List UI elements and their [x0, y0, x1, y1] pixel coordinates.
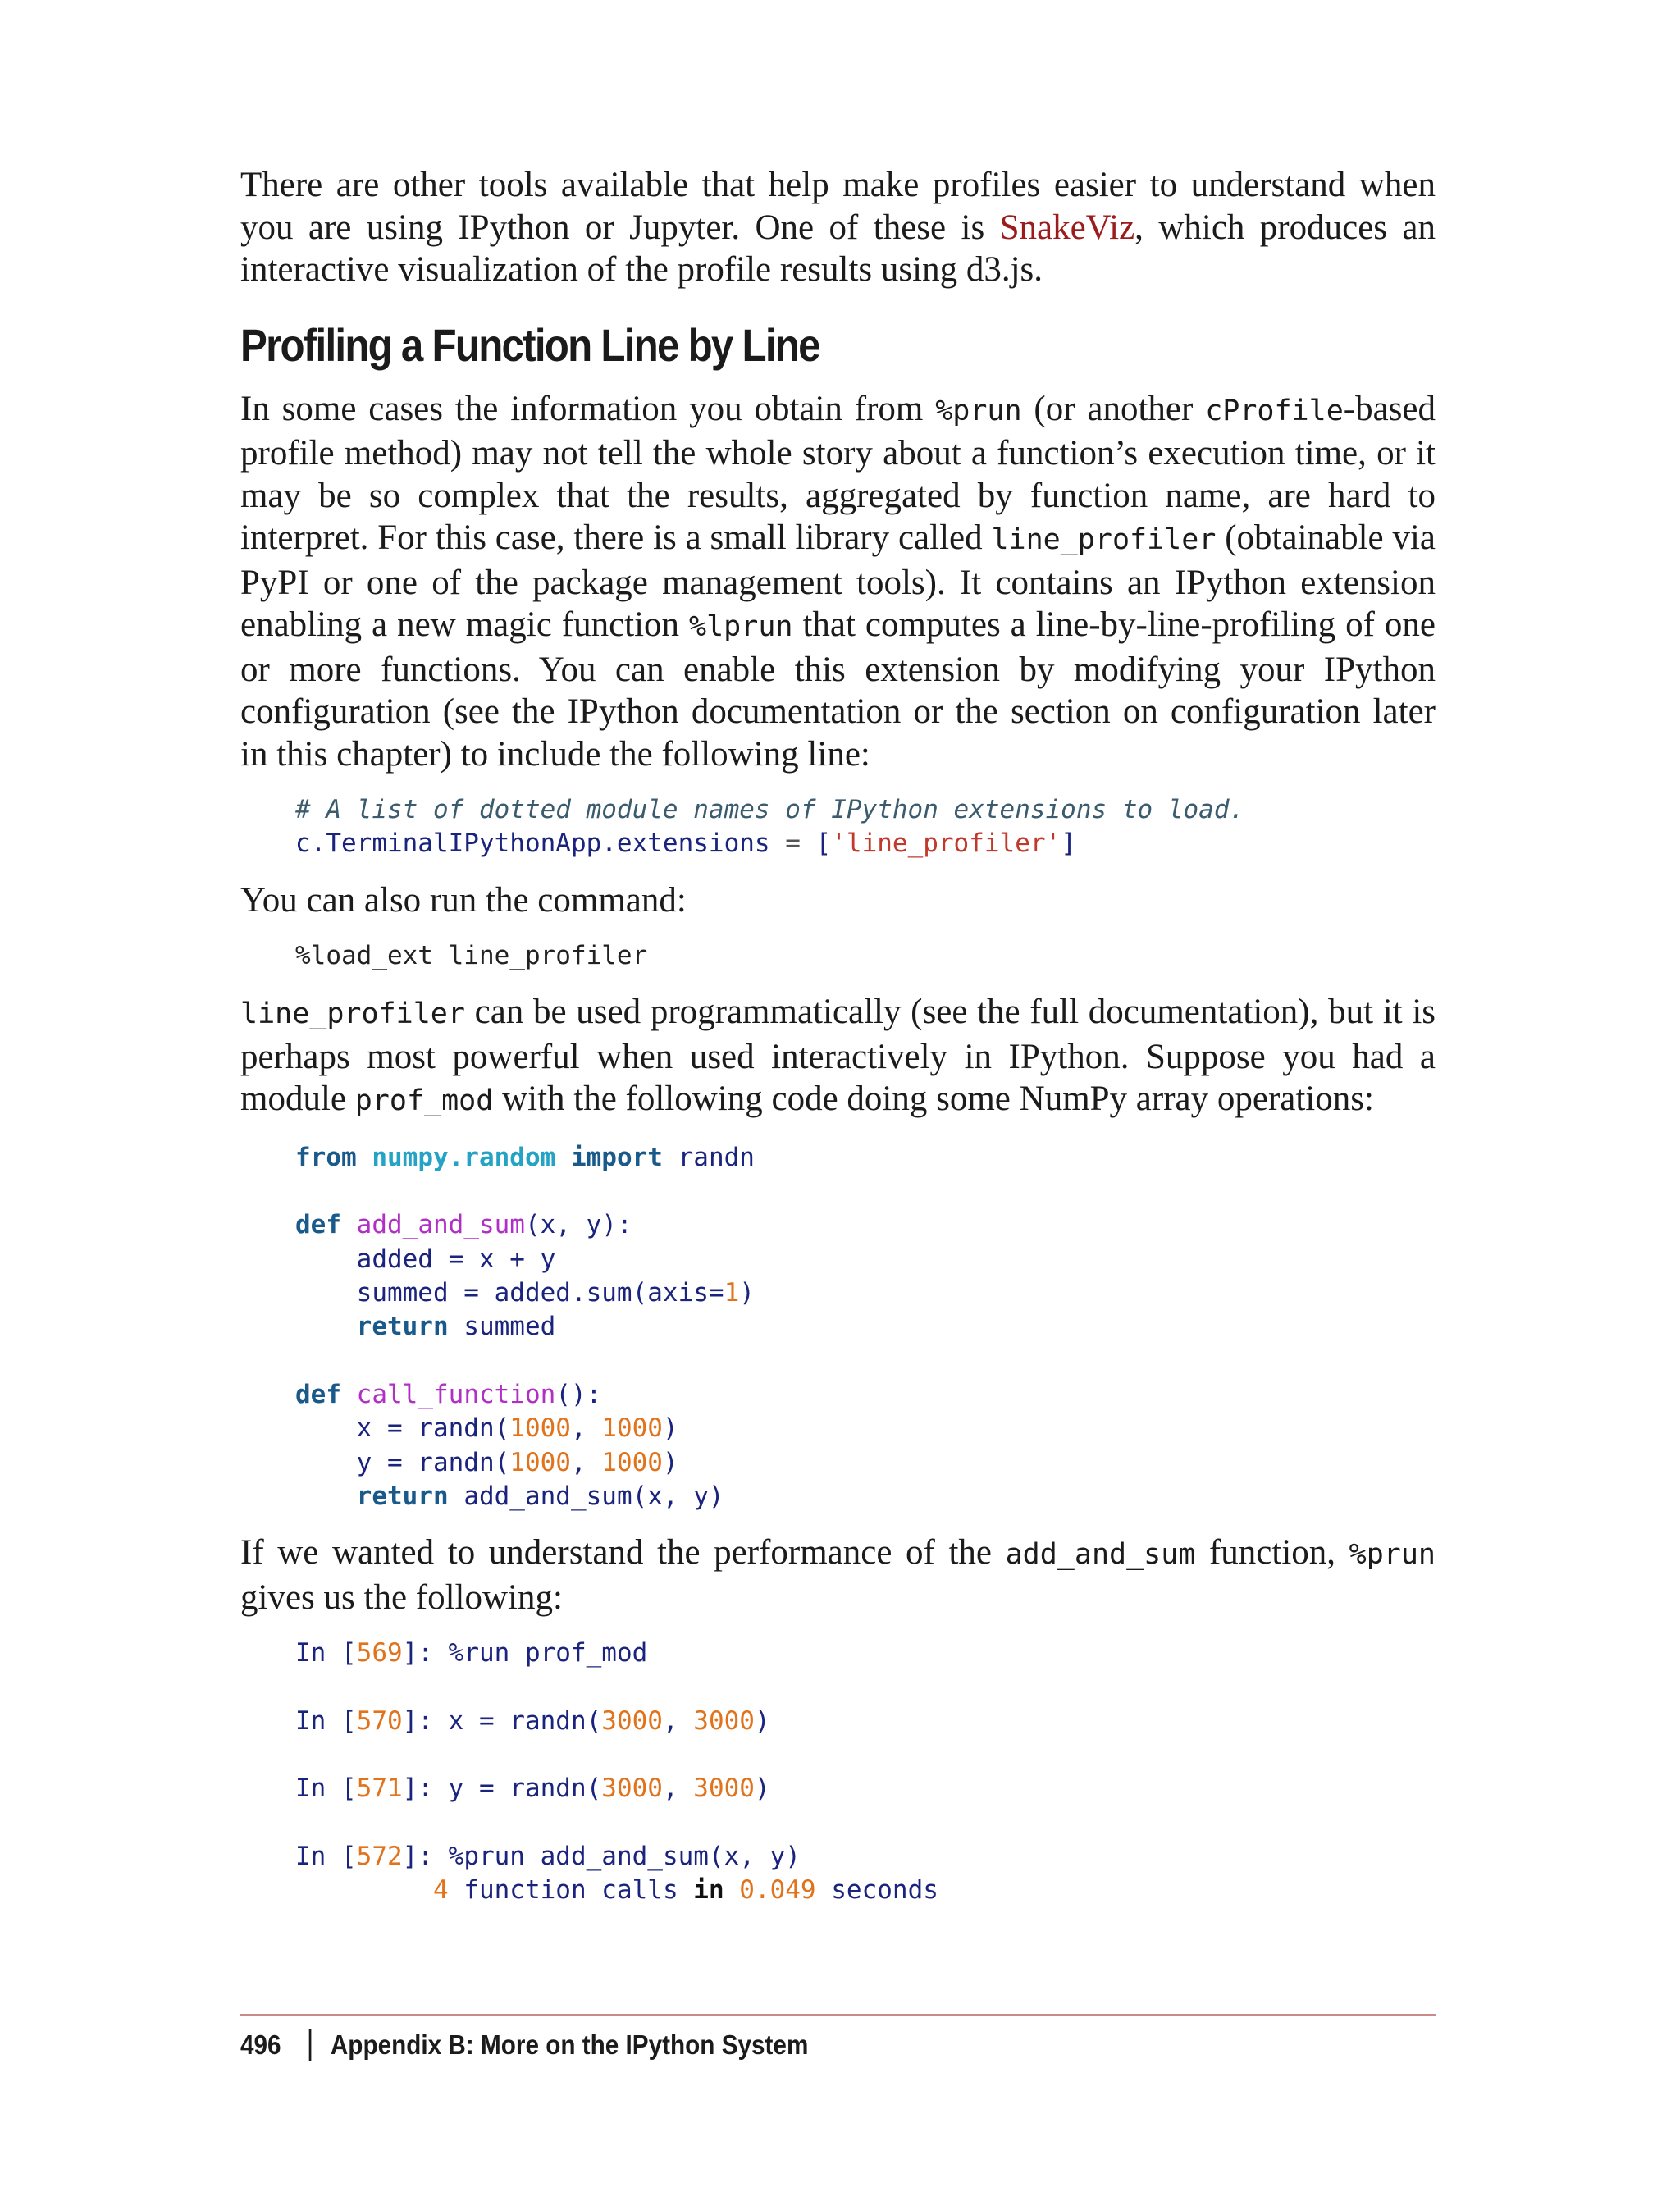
inline-code-prun: %prun	[935, 394, 1022, 427]
code-string: 'line_profiler'	[831, 829, 1061, 859]
code-number: 572	[356, 1841, 403, 1871]
footer-row	[240, 2027, 1316, 2063]
code-token: ():	[555, 1379, 602, 1409]
code-number: 3000	[601, 1705, 663, 1736]
code-prompt: In [	[295, 1774, 357, 1804]
code-token: add_and_sum(x, y)	[463, 1481, 724, 1511]
code-token: ,	[662, 1705, 694, 1736]
paragraph-text: In some cases the information you obtain from	[240, 389, 936, 428]
code-number: 1000	[601, 1447, 663, 1477]
code-keyword: def	[295, 1379, 341, 1409]
code-token: ,	[662, 1774, 694, 1804]
code-prompt: In [	[295, 1841, 357, 1871]
code-keyword: def	[295, 1210, 341, 1240]
inline-code-cprofile: cProfile	[1205, 394, 1344, 427]
code-number: 1	[724, 1278, 740, 1308]
code-token: )	[662, 1413, 678, 1444]
code-keyword: return	[356, 1312, 449, 1342]
code-token: x = randn(	[448, 1705, 602, 1736]
inline-code-lprun: %lprun	[689, 610, 793, 643]
code-block-config	[295, 793, 1436, 861]
code-token: ]	[1061, 829, 1076, 859]
code-comment: # A list of dotted module names of IPython extensions to load.	[295, 795, 1245, 824]
paragraph-text: (obtainable via PyPI or one of the package management tools). It contains an IPython extension enabling a new magic function	[240, 518, 1436, 644]
inline-code-line-profiler: line_profiler	[991, 523, 1217, 556]
code-module: numpy.random	[372, 1142, 556, 1172]
code-block-prof-mod	[295, 1141, 1436, 1513]
paragraph-prof-mod	[240, 991, 1436, 1123]
code-token: function calls	[448, 1875, 694, 1906]
code-token: %run prof_mod	[448, 1638, 648, 1669]
code-token: y = randn(	[448, 1774, 602, 1804]
code-token: randn	[678, 1142, 755, 1172]
code-indent	[295, 1875, 433, 1905]
code-token: (x, y):	[524, 1210, 632, 1240]
code-token: )	[754, 1705, 770, 1736]
code-prompt: In [	[295, 1638, 357, 1669]
code-number: 569	[356, 1638, 403, 1669]
paragraph-text: that computes a line-by-line-profiling of one or more functions. You can enable this extension by modifying your IPython configuration (see the IPython documentation or the section on configuration later in this chapter) to include the following line:	[240, 605, 1436, 774]
code-prompt: ]:	[402, 1841, 449, 1871]
code-token: c.TerminalIPythonApp.extensions	[295, 829, 770, 859]
code-token: x = randn(	[356, 1413, 510, 1444]
code-token: )	[754, 1774, 770, 1804]
paragraph-prun-intro	[240, 1532, 1436, 1618]
page-body	[240, 164, 1436, 1926]
snakeviz-link[interactable]: SnakeViz	[999, 208, 1135, 247]
inline-code-prof-mod: prof_mod	[354, 1084, 494, 1118]
code-token: )	[739, 1278, 755, 1308]
code-token: ,	[570, 1413, 602, 1444]
paragraph-run-command: You can also run the command:	[240, 880, 687, 920]
code-function-name: call_function	[356, 1379, 556, 1409]
code-token: added = x + y	[356, 1244, 556, 1274]
paragraph-text: If we wanted to understand the performance of the	[240, 1533, 1006, 1573]
code-token: ,	[570, 1447, 602, 1477]
code-number: 0.049	[739, 1875, 816, 1906]
footer-separator	[309, 2029, 312, 2061]
code-token: [	[815, 829, 832, 859]
code-number: 1000	[601, 1413, 663, 1444]
code-number: 571	[356, 1774, 403, 1804]
code-token: y = randn(	[356, 1447, 510, 1477]
code-keyword: in	[693, 1875, 724, 1906]
code-prompt: ]:	[402, 1638, 449, 1669]
code-token: %prun add_and_sum(x, y)	[448, 1841, 801, 1871]
code-number: 1000	[509, 1447, 571, 1477]
code-token: =	[769, 829, 816, 859]
section-title: Profiling a Function Line by Line	[240, 318, 819, 371]
code-number: 1000	[509, 1413, 571, 1444]
paragraph-text: gives us the following:	[240, 1577, 563, 1617]
footer-rule	[240, 2014, 1436, 2016]
paragraph-text: (or another	[1021, 389, 1206, 428]
code-number: 3000	[693, 1705, 755, 1736]
code-number: 4	[432, 1875, 449, 1906]
code-token: )	[662, 1447, 678, 1477]
inline-code-add-and-sum: add_and_sum	[1005, 1538, 1196, 1572]
code-token: summed	[463, 1312, 556, 1342]
chapter-title: Appendix B: More on the IPython System	[330, 2029, 809, 2060]
code-prompt: ]:	[402, 1774, 449, 1804]
inline-code-prun: %prun	[1349, 1538, 1436, 1572]
paragraph-text: function,	[1195, 1533, 1349, 1573]
paragraph-text: -based profile method) may not tell the whole story about a function’s execution time, or it may be so complex that the results, aggregated by function name, are hard to interpret. For this case, there is a small library called	[240, 389, 1436, 557]
code-token: seconds	[815, 1875, 938, 1906]
inline-code-line-profiler: line_profiler	[240, 998, 465, 1031]
paragraph-snakeviz	[240, 164, 1436, 291]
paragraph-line-profiler-intro	[240, 388, 1436, 776]
code-block-ipython-session	[295, 1637, 1436, 1907]
code-prompt: ]:	[402, 1705, 449, 1736]
code-token: summed = added.sum(axis=	[356, 1278, 724, 1308]
page-footer	[240, 2014, 1436, 2063]
paragraph-text: , which produces an interactive visualization of the profile results using d3.js.	[240, 208, 1436, 289]
code-number: 3000	[693, 1774, 755, 1804]
code-function-name: add_and_sum	[356, 1210, 525, 1240]
code-keyword: from	[295, 1142, 357, 1172]
code-number: 3000	[601, 1774, 663, 1804]
code-token: %load_ext line_profiler	[295, 941, 648, 971]
code-prompt: In [	[295, 1705, 357, 1736]
code-number: 570	[356, 1705, 403, 1736]
paragraph-text: can be used programmatically (see the full documentation), but it is perhaps most powerful when used interactively in IPython. Suppose you had a module	[240, 993, 1436, 1119]
page-number: 496	[240, 2029, 281, 2060]
code-keyword: import	[570, 1142, 663, 1172]
code-block-load-ext	[295, 939, 1436, 973]
paragraph-text: with the following code doing some NumPy array operations:	[493, 1080, 1374, 1119]
paragraph-text: There are other tools available that help make profiles easier to understand when you are using IPython or Jupyter. One of these is	[240, 166, 1436, 247]
code-keyword: return	[356, 1481, 449, 1511]
